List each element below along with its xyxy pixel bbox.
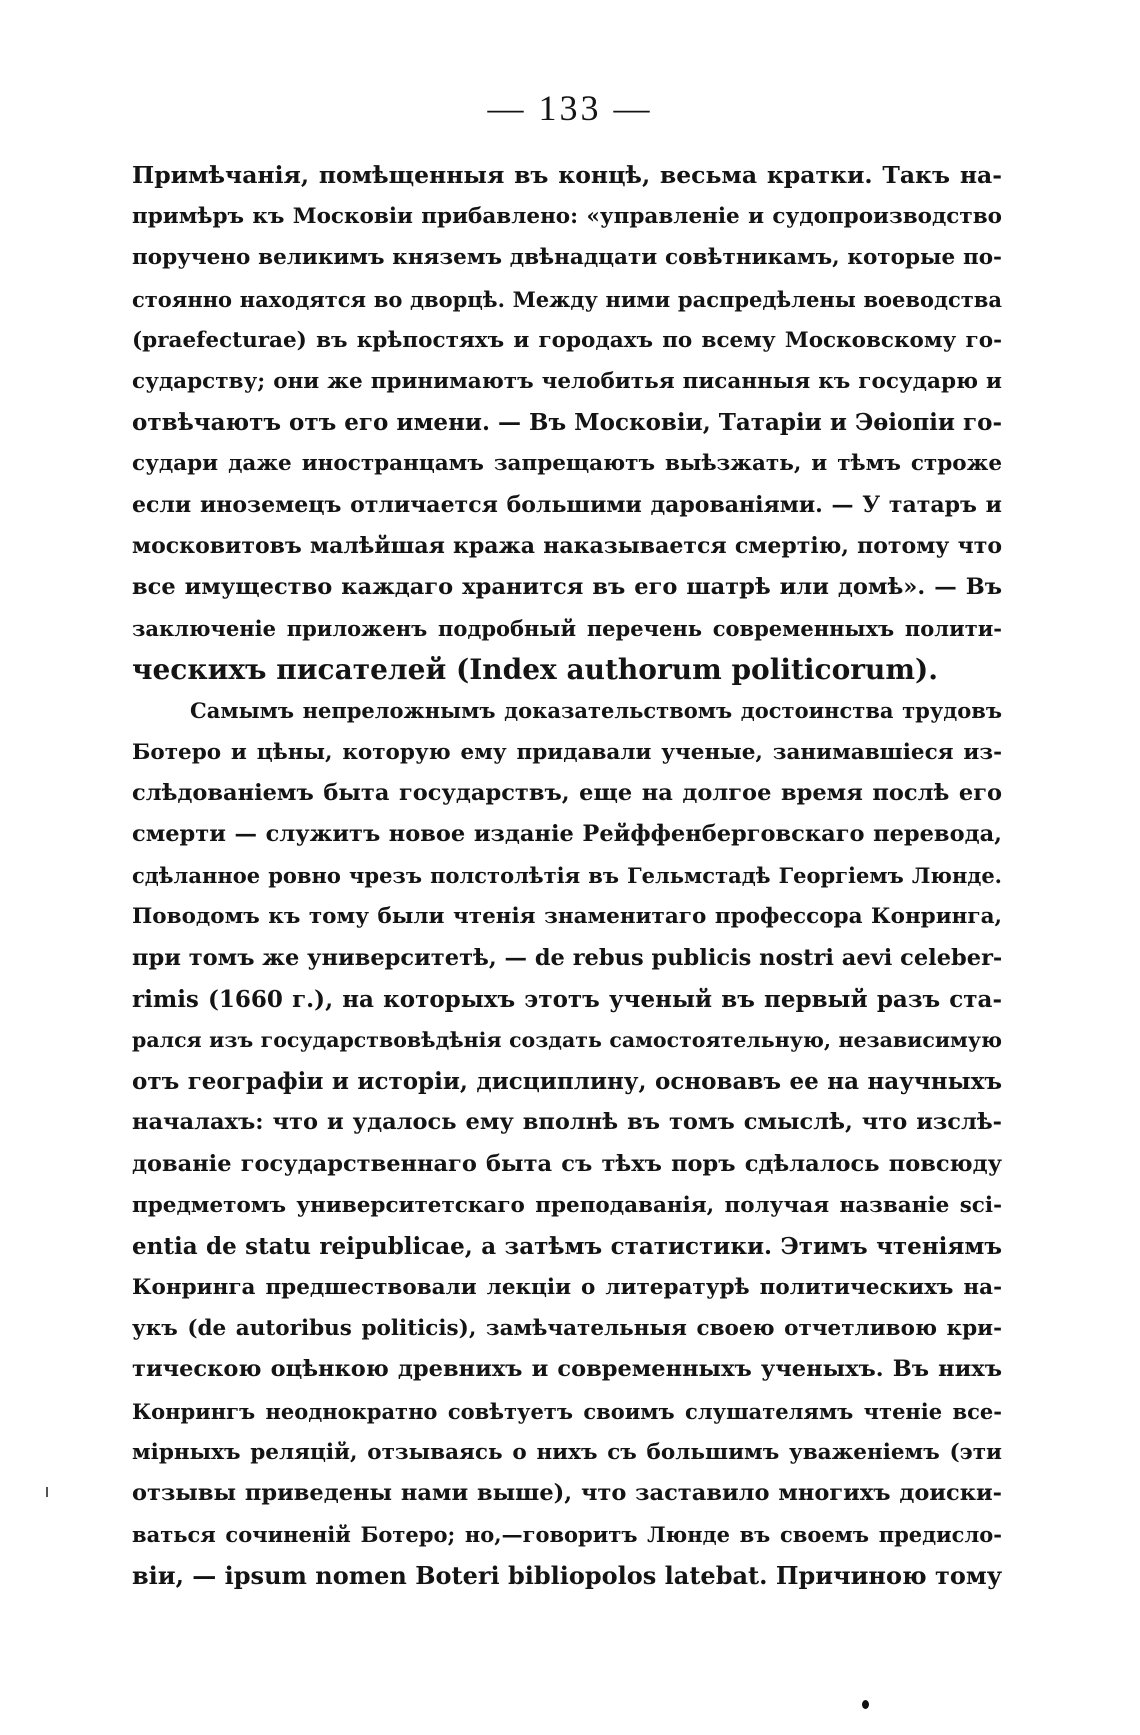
text-line: отвѣчаютъ отъ его имени. — Въ Московіи, Татаріи и Эѳіопіи го- xyxy=(132,409,1002,437)
text-line: дованіе государственнаго быта съ тѣхъ поръ сдѣлалось повсюду xyxy=(132,1150,1002,1177)
text-line: если иноземецъ отличается большими дарованіями. — У татаръ и xyxy=(132,491,1002,518)
text-line: все имущество каждаго хранится въ его шатрѣ или домѣ». — Въ xyxy=(132,573,1002,600)
page-number: — 133 — xyxy=(487,88,653,128)
text-line: (praefecturae) въ крѣпостяхъ и городахъ по всему Московскому го- xyxy=(132,327,1002,353)
body-text xyxy=(132,155,1002,1597)
text-line: отъ географіи и исторіи, дисциплину, основавъ ее на научныхъ xyxy=(132,1068,1002,1096)
text-line: мірныхъ реляцій, отзываясь о нихъ съ большимъ уваженіемъ (эти xyxy=(132,1439,1002,1465)
text-line: отзывы приведены нами выше), что заставило многихъ доиски- xyxy=(132,1480,1002,1506)
text-line: заключеніе приложенъ подробный перечень современныхъ полити- xyxy=(132,616,1002,642)
ink-dot-mark xyxy=(862,1700,869,1709)
text-line: сударству; они же принимаютъ челобитья писанныя къ государю и xyxy=(132,368,1002,394)
text-line: entia de statu reipublicae, а затѣмъ статистики. Этимъ чтеніямъ xyxy=(132,1232,1002,1260)
text-line: примѣръ къ Московіи прибавлено: «управленіе и судопроизводство xyxy=(132,204,1002,230)
text-line: Конринга предшествовали лекціи о литературѣ политическихъ на- xyxy=(132,1275,1002,1301)
text-line: Поводомъ къ тому были чтенія знаменитаго профессора Конринга, xyxy=(132,904,1002,930)
text-line: Примѣчанія, помѣщенныя въ концѣ, весьма кратки. Такъ на- xyxy=(132,161,1002,189)
text-line: смерти — служитъ новое изданіе Рейффенберговскаго перевода, xyxy=(132,821,1002,847)
text-line: при томъ же университетѣ, — de rebus publicis nostri aevi celeber- xyxy=(132,944,1003,971)
text-line: rimis (1660 г.), на которыхъ этотъ ученый въ первый разъ ста- xyxy=(132,985,1002,1013)
text-line: Ботеро и цѣны, которую ему придавали ученые, занимавшіеся из- xyxy=(132,739,1002,765)
text-line: рался изъ государствовѣдѣнія создать самостоятельную, независимую xyxy=(132,1027,1002,1052)
margin-tick-mark xyxy=(46,1487,48,1497)
text-line: ческихъ писателей (Index authorum politicorum). xyxy=(132,653,938,687)
text-line: поручено великимъ княземъ двѣнадцати совѣтникамъ, которые по- xyxy=(132,245,1002,271)
text-line: сдѣланное ровно чрезъ полстолѣтія въ Гельмстадѣ Георгіемъ Люнде. xyxy=(132,863,1002,889)
text-line: укъ (de autoribus politicis), замѣчательныя своею отчетливою кри- xyxy=(132,1316,1002,1342)
text-line: тическою оцѣнкою древнихъ и современныхъ ученыхъ. Въ нихъ xyxy=(132,1356,1002,1383)
text-line: Конрингъ неоднократно совѣтуетъ своимъ слушателямъ чтеніе все- xyxy=(132,1398,1002,1424)
text-line: слѣдованіемъ быта государствъ, еще на долгое время послѣ его xyxy=(132,779,1002,806)
text-line: предметомъ университетскаго преподаванія, получая названіе sci- xyxy=(132,1192,1002,1218)
text-line: московитовъ малѣйшая кража наказывается смертію, потому что xyxy=(132,532,1002,559)
text-line: Самымъ непреложнымъ доказательствомъ достоинства трудовъ xyxy=(190,698,1002,724)
text-line: стоянно находятся во дворцѣ. Между ними распредѣлены воеводства xyxy=(132,286,1002,312)
text-line: ваться сочиненій Ботеро; но,—говоритъ Люнде въ своемъ предисло- xyxy=(132,1522,1002,1548)
text-line: віи, — ipsum nomen Boteri bibliopolos latebat. Причиною тому xyxy=(132,1561,1003,1591)
text-line: судари даже иностранцамъ запрещаютъ выѣзжать, и тѣмъ строже xyxy=(132,451,1002,477)
text-line: началахъ: что и удалось ему вполнѣ въ томъ смыслѣ, что изслѣ- xyxy=(132,1109,1002,1136)
